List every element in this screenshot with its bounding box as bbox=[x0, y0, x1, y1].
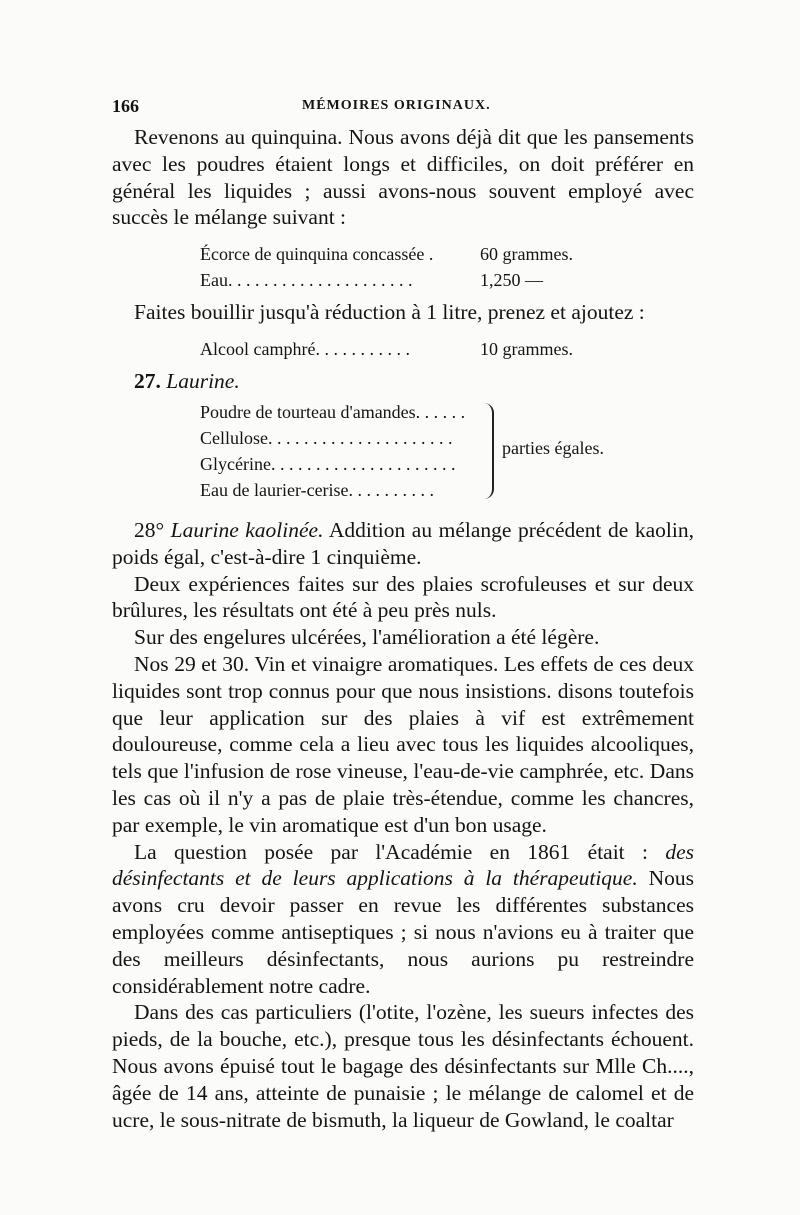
recipe-row bbox=[200, 336, 610, 362]
page-header bbox=[112, 96, 692, 120]
ingredient-name: Cellulose. . . . . . . . . . . . . . . . . . . . . bbox=[200, 427, 453, 448]
paragraph-engelures: Sur des engelures ulcérées, l'amélioration a été légère. bbox=[134, 625, 600, 650]
recipe-quinquina bbox=[200, 241, 694, 293]
ingredient-name: Alcool camphré. . . . . . . . . . . bbox=[200, 338, 410, 359]
paragraph-number: 28° bbox=[134, 517, 165, 542]
recipe-laurine bbox=[200, 399, 694, 505]
paragraph-bouillir: Faites bouillir jusqu'à réduction à 1 litre, prenez et ajoutez : bbox=[134, 300, 645, 325]
paragraph-cas-particuliers: Dans des cas particuliers (l'otite, l'ozène, les sueurs infectes des pieds, de la bouche, etc.), presque tous les désinfectants échouent. Nous avons épuisé tout le bagage des désinfectants sur Mlle Ch...., âgée de 14 ans, atteinte de punaisie ; le mélange de calomel et de ucre, le sous-nitrate de bismuth, la liqueur de Gowland, le coaltar bbox=[112, 1000, 694, 1132]
paragraph-experiences: Deux expériences faites sur des plaies scrofuleuses et sur deux brûlures, les résultats ont été à peu près nuls. bbox=[112, 571, 694, 623]
recipe-alcool bbox=[200, 336, 694, 362]
ingredient-name: Eau de laurier-cerise. . . . . . . . . . bbox=[200, 479, 435, 500]
ingredient-name: Écorce de quinquina concassée . bbox=[200, 244, 434, 265]
paragraph-italic: des désinfectants et de leurs applications à la thérapeutique. bbox=[112, 839, 694, 891]
ingredient-quantity: 1,250 — bbox=[480, 270, 543, 291]
ingredient-name: Glycérine. . . . . . . . . . . . . . . . . . . . . bbox=[200, 453, 456, 474]
paragraph-title: Laurine kaolinée. bbox=[170, 517, 324, 542]
paragraph-vin-vinaigre: Nos 29 et 30. Vin et vinaigre aromatiques. Les effets de ces deux liquides sont trop connus pour que nous insistions. disons toutefois que leur application sur des plaies à vif est extrêmement douloureuse, comme cela a lieu avec tous les liquides alcooliques, tels que l'infusion de rose vineuse, l'eau-de-vie camphrée, etc. Dans les cas où il n'y a pas de plaie très-étendue, comme les chancres, par exemple, le vin aromatique est d'un bon usage. bbox=[112, 651, 694, 837]
recipe-row bbox=[200, 241, 610, 267]
paragraph-quinquina: Revenons au quinquina. Nous avons déjà dit que les pansements avec les poudres étaient longs et difficiles, on doit préférer en général les liquides ; aussi avons-nous souvent employé avec succès le mélange suivant : bbox=[112, 125, 694, 230]
section-title: Laurine. bbox=[166, 368, 240, 393]
paragraph-text: La question posée par l'Académie en 1861 était : bbox=[134, 839, 666, 864]
ingredient-name: Poudre de tourteau d'amandes. . . . . . bbox=[200, 401, 466, 422]
section-number: 27. bbox=[134, 368, 161, 393]
running-title: MÉMOIRES ORIGINAUX. bbox=[302, 98, 491, 113]
paragraph-text: Nous avons cru devoir passer en revue les différentes substances employées comme antiseptiques ; si nous n'avions eu à traiter que des meilleurs désinfectants, nous aurions pu restreindre considérablement notre cadre. bbox=[112, 866, 694, 998]
recipe-row bbox=[200, 267, 610, 293]
page-number: 166 bbox=[112, 96, 139, 116]
ingredient-quantity: 60 grammes. bbox=[480, 244, 573, 265]
paragraph-text: Addition au mélange précédent de kaolin, poids égal, c'est-à-dire 1 cinquième. bbox=[112, 517, 694, 569]
section-heading-laurine bbox=[134, 368, 694, 395]
curly-brace bbox=[482, 403, 494, 499]
paragraph-question-academie bbox=[112, 839, 694, 1000]
paragraph-laurine-kaolinee bbox=[112, 517, 694, 571]
page-body bbox=[112, 124, 694, 1133]
ingredient-quantity: 10 grammes. bbox=[480, 338, 573, 359]
parts-label: parties égales. bbox=[502, 437, 604, 458]
ingredient-name: Eau. . . . . . . . . . . . . . . . . . . . . bbox=[200, 270, 413, 291]
